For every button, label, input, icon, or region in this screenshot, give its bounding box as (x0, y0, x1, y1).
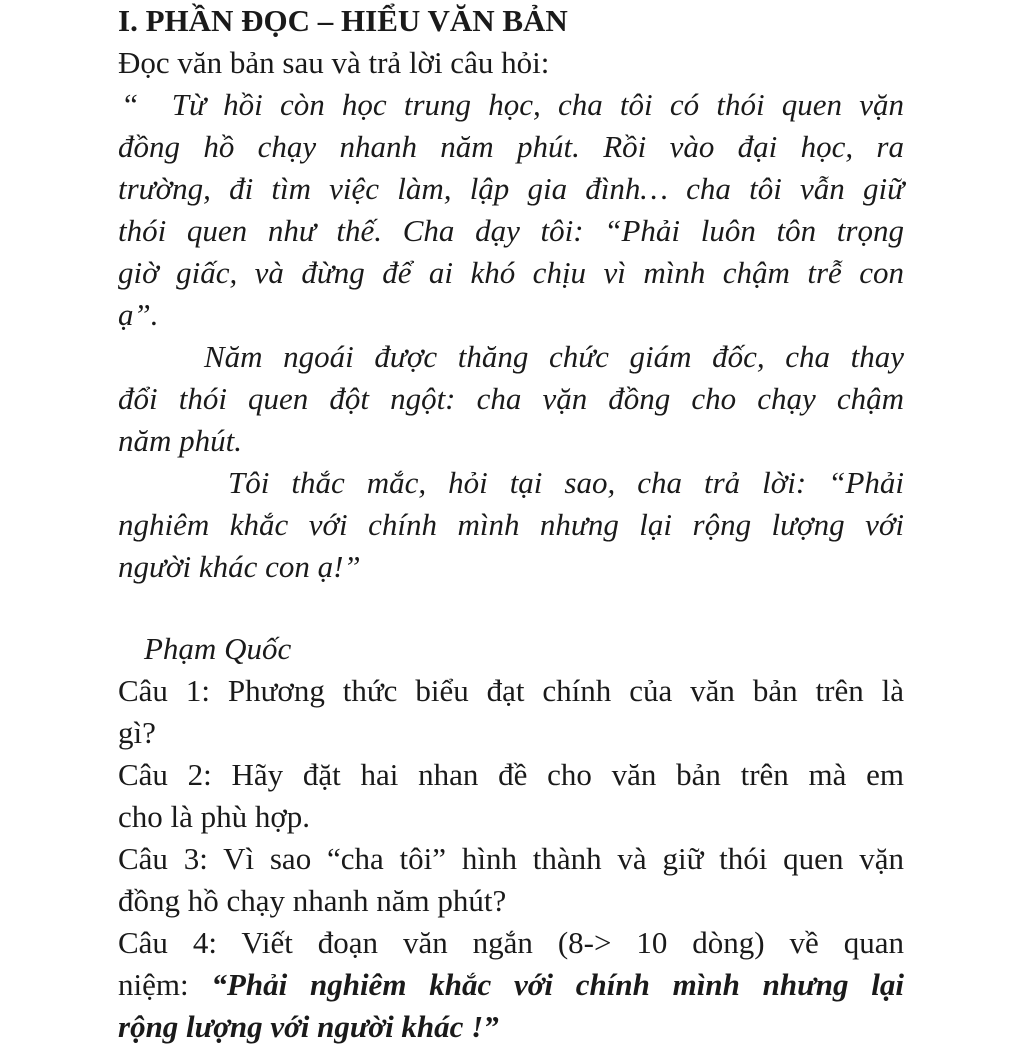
passage-line: người khác con ạ!” (118, 549, 361, 584)
question-4: Câu 4: Viết đoạn văn ngắn (8-> 10 dòng) về quan (118, 925, 904, 960)
passage-line (118, 84, 904, 126)
section-heading: I. PHẦN ĐỌC – HIỂU VĂN BẢN (118, 3, 568, 38)
question-2-cont: cho là phù hợp. (118, 799, 311, 834)
passage-line: đồng hồ chạy nhanh năm phút. Rồi vào đại học, ra (118, 129, 904, 164)
passage-text: Từ hồi còn học trung học, cha tôi có thói quen vặn (171, 87, 904, 122)
question-4-quote: “Phải nghiêm khắc với chính mình nhưng lại (211, 967, 904, 1002)
document-page (118, 0, 904, 1048)
spacer (118, 588, 904, 628)
questions (118, 670, 904, 1048)
author: Phạm Quốc (144, 631, 292, 666)
passage-line: thói quen như thế. Cha dạy tôi: “Phải luôn tôn trọng (118, 213, 904, 248)
question-1: Câu 1: Phương thức biểu đạt chính của văn bản trên là (118, 673, 904, 708)
passage-line: năm phút. (118, 423, 242, 458)
question-4-quote-end: rộng lượng với người khác !” (118, 1009, 499, 1044)
passage-line: đổi thói quen đột ngột: cha vặn đồng cho chạy chậm (118, 381, 904, 416)
question-3-cont: đồng hồ chạy nhanh năm phút? (118, 883, 507, 918)
passage-line: nghiêm khắc với chính mình nhưng lại rộng lượng với (118, 507, 904, 542)
open-quote: “ (124, 87, 138, 122)
question-4-prefix: niệm: (118, 967, 212, 1002)
passage-line: giờ giấc, và đừng để ai khó chịu vì mình chậm trễ con (118, 255, 904, 290)
passage-line: Tôi thắc mắc, hỏi tại sao, cha trả lời: “Phải (228, 465, 904, 500)
instruction-text: Đọc văn bản sau và trả lời câu hỏi: (118, 45, 550, 80)
question-2: Câu 2: Hãy đặt hai nhan đề cho văn bản trên mà em (118, 757, 904, 792)
passage-line: trường, đi tìm việc làm, lập gia đình… cha tôi vẫn giữ (118, 171, 904, 206)
passage-line: Năm ngoái được thăng chức giám đốc, cha thay (204, 339, 904, 374)
passage-line: ạ”. (118, 297, 159, 332)
question-1-cont: gì? (118, 715, 156, 750)
question-4-cont (118, 964, 904, 1006)
question-3: Câu 3: Vì sao “cha tôi” hình thành và giữ thói quen vặn (118, 841, 904, 876)
passage (118, 84, 904, 670)
